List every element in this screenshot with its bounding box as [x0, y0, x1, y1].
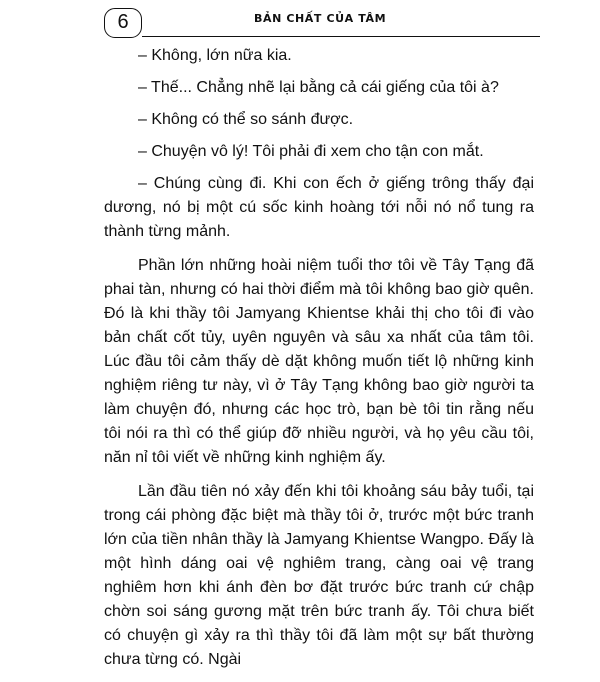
dialogue-line: – Chúng cùng đi. Khi con ếch ở giếng trông thấy đại dương, nó bị một cú sốc kinh hoàng tới nỗi nó nổ tung ra thành từng mảnh.: [104, 175, 534, 240]
page-header: [104, 8, 540, 38]
dialogue-line: – Thế... Chẳng nhẽ lại bằng cả cái giếng của tôi à?: [138, 79, 499, 96]
dialogue-line: – Không có thể so sánh được.: [138, 111, 354, 128]
dialogue-line: – Không, lớn nữa kia.: [138, 47, 292, 64]
header-rule: [142, 36, 540, 37]
running-title: BẢN CHẤT CỦA TÂM: [254, 12, 387, 25]
dialogue-line: – Chuyện vô lý! Tôi phải đi xem cho tận con mắt.: [138, 143, 484, 160]
page-number: 6: [104, 8, 142, 38]
paragraph: Lần đầu tiên nó xảy đến khi tôi khoảng sáu bảy tuổi, tại trong cái phòng đặc biệt mà thầy tôi ở, trước một bức tranh lớn của tiền nhân thầy là Jamyang Khientse Wangpo. Đấy là một hình dáng oai vệ nghiêm trang, càng oai vệ trang nghiêm hơn khi ánh đèn bơ đặt trước bức tranh cứ chập chờn soi sáng gương mặt trên bức tranh ấy. Tôi chưa biết có chuyện gì xảy ra thì thầy tôi đã làm một sự bất thường chưa từng có. Ngài: [104, 483, 534, 668]
paragraph: Phần lớn những hoài niệm tuổi thơ tôi về Tây Tạng đã phai tàn, nhưng có hai thời điểm mà tôi không bao giờ quên. Đó là khi thầy tôi Jamyang Khientse khải thị cho tôi đi vào bản chất cốt tủy, uyên nguyên và sâu xa nhất của tâm tôi. Lúc đầu tôi cảm thấy dè dặt không muốn tiết lộ những kinh nghiệm riêng tư này, vì ở Tây Tạng không bao giờ người ta làm chuyện đó, nhưng các học trò, bạn bè tôi tin rằng nếu tôi nói ra thì có thể giúp đỡ nhiều người, và họ yêu cầu tôi, năn nỉ tôi viết về những kinh nghiệm ấy.: [104, 257, 534, 466]
body-text: [104, 44, 534, 682]
